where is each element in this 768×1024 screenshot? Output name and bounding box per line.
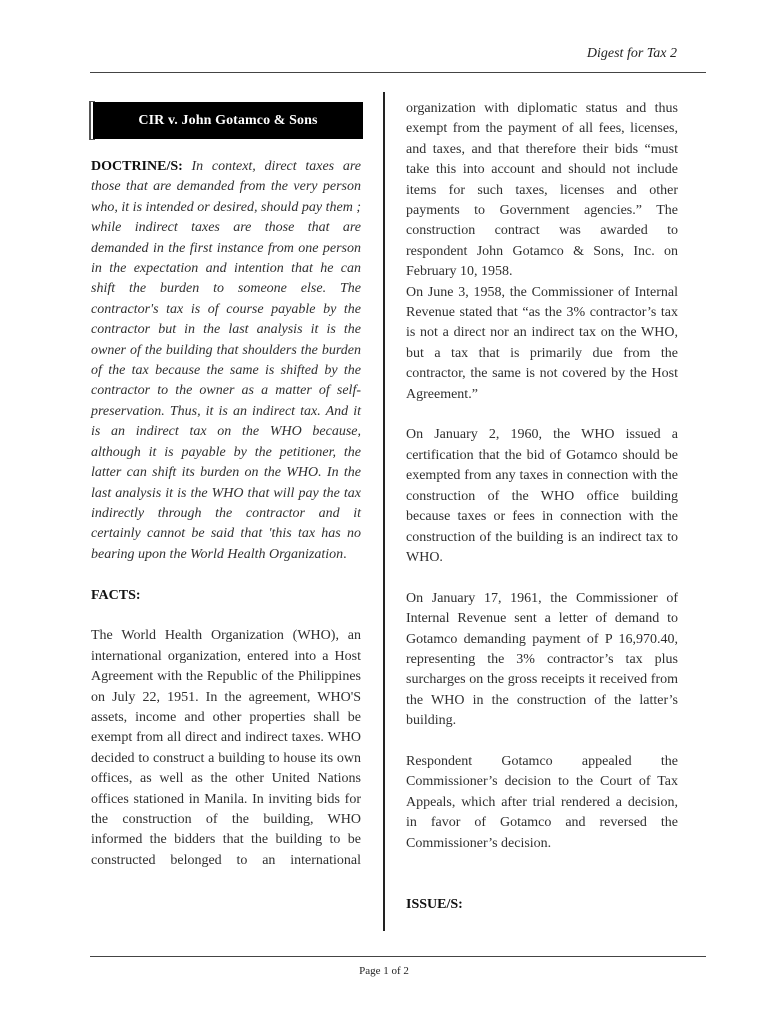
case-title-box xyxy=(91,102,363,139)
spacer xyxy=(91,565,361,585)
doctrine-text: In context, direct taxes are those that are demanded from the very person who, it is intended or desired, should pay them ; while indirect taxes are those that are demanded in the first instance from one person in the expectation and intention that he can shift the burden to someone else. The contractor's tax is of course payable by the contractor but in the last analysis it is the owner of the building that shoulders the burden of the tax because the same is shifted by the contractor to the owner as a matter of self-preservation. Thus, it is an indirect tax. And it is an indirect tax on the WHO because, although it is payable by the petitioner, the latter can shift its burden on the WHO. In the last analysis it is the WHO that will pay the tax indirectly through the contractor and it certainly cannot be said that 'this tax has no bearing upon the World Health Organization xyxy=(91,159,361,562)
column-divider xyxy=(383,92,385,931)
spacer xyxy=(406,405,678,425)
facts-paragraph: organization with diplomatic status and thus exempt from the payment of all fees, licenses, and taxes, and that therefore their bids “must take this into account and should not include items for such taxes, licenses and other payments to Government agencies.” The construction contract was awarded to respondent John Gotamco & Sons, Inc. on February 10, 1958. xyxy=(406,101,678,280)
spacer xyxy=(91,606,361,626)
facts-paragraph: The World Health Organization (WHO), an international organization, entered into a Host Agreement with the Republic of the Philippines on July 22, 1951. In the agreement, WHO'S assets, income and other properties shall be exempt from all direct and indirect taxes. WHO decided to construct a building to house its own offices, as well as the other United Nations offices stationed in Manila. In inviting bids for the construction of the building, WHO informed the bidders that the building to be constructed belonged to an international xyxy=(91,628,361,868)
issues-label: ISSUE/S: xyxy=(406,896,463,912)
doctrine-label: DOCTRINE/S: xyxy=(91,159,183,174)
facts-paragraph: Respondent Gotamco appealed the Commissioner’s decision to the Court of Tax Appeals, which after trial rendered a decision, in favor of Gotamco and reversed the Commissioner’s decision. xyxy=(406,753,678,851)
spacer xyxy=(406,568,678,588)
running-header: Digest for Tax 2 xyxy=(586,46,677,61)
spacer xyxy=(406,732,678,752)
spacer xyxy=(406,854,678,895)
case-title: CIR v. John Gotamco & Sons xyxy=(138,112,318,128)
doctrine-end: . xyxy=(343,546,347,562)
facts-paragraph: On January 17, 1961, the Commissioner of Internal Revenue sent a letter of demand to Gotamco demanding payment of P 16,970.40, representing the 3% contractor’s tax plus surcharges on the gross receipts it received from the WHO in the construction of the latter’s building. xyxy=(406,590,678,729)
left-column xyxy=(91,157,361,871)
facts-paragraph: On June 3, 1958, the Commissioner of Internal Revenue stated that “as the 3% contractor’s tax is not a direct nor an indirect tax on the WHO, but a tax that is primarily due from the contractor, the same is not covered by the Host Agreement.” xyxy=(406,284,678,402)
header-rule xyxy=(90,72,706,73)
doctrine-paragraph xyxy=(91,157,361,565)
facts-label: FACTS: xyxy=(91,587,141,603)
page-number: Page 1 of 2 xyxy=(359,965,409,977)
right-column xyxy=(406,99,678,915)
footer-rule xyxy=(90,956,706,957)
facts-paragraph: On January 2, 1960, the WHO issued a certification that the bid of Gotamco should be exempted from any taxes in connection with the construction of the WHO office building because taxes or fees in connection with the construction of the building is an indirect tax to WHO. xyxy=(406,427,678,565)
